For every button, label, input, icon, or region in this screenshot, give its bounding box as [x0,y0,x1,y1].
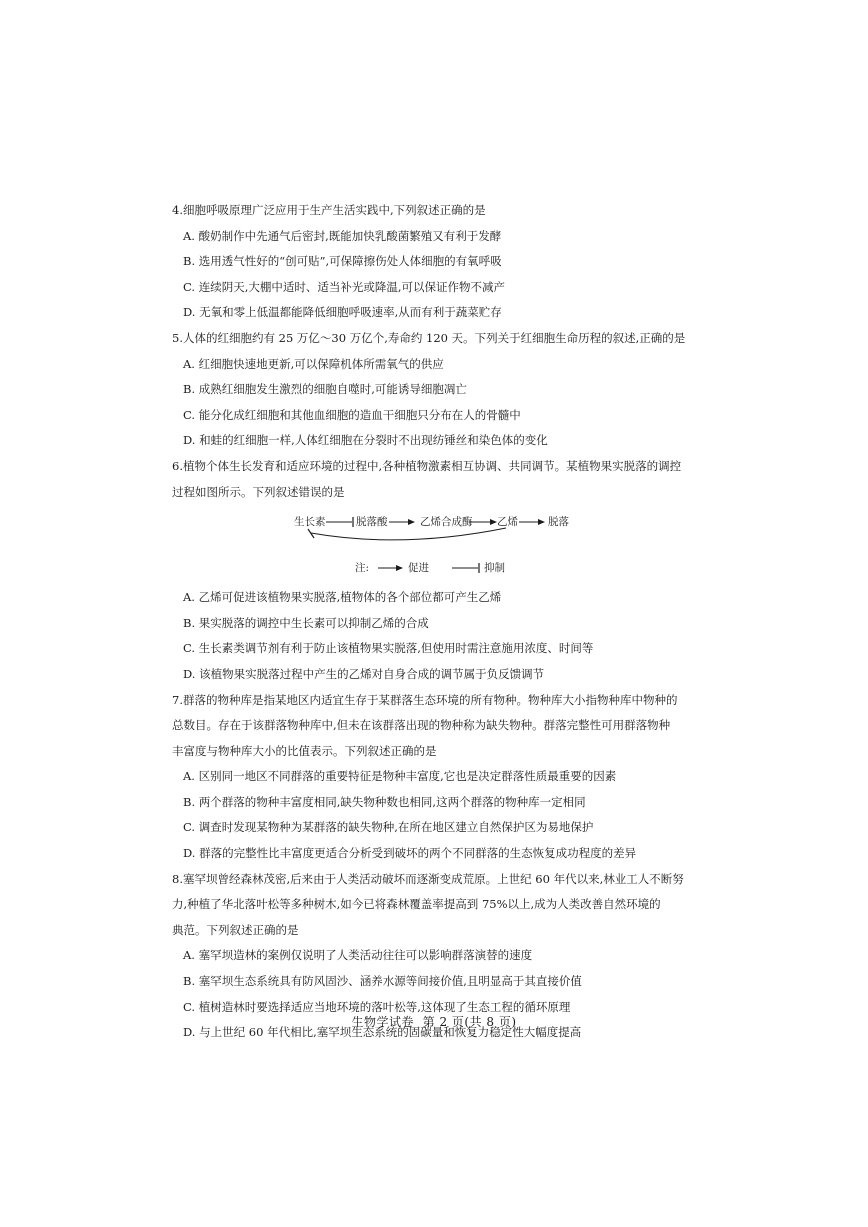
question-4-option-c: C. 连续阴天,大棚中适时、适当补光或降温,可以保证作物不减产 [183,279,506,294]
legend-prefix: 注: [355,562,370,575]
question-8-option-a: A. 塞罕坝造林的案例仅说明了人类活动往往可以影响群落演替的速度 [183,948,533,963]
question-7-stem-line-2: 总数目。存在于该群落物种库中,但未在该群落出现的物种称为缺失物种。群落完整性可用群落物种 [172,718,671,733]
question-7-option-d: D. 群落的完整性比丰富度更适合分析受到破坏的两个不同群落的生态恢复成功程度的差异 [183,846,637,861]
question-7-stem-line-3: 丰富度与物种库大小的比值表示。下列叙述正确的是 [172,743,437,758]
question-8-stem-line-1: 8.塞罕坝曾经森林茂密,后来由于人类活动破坏而逐渐变成荒原。上世纪 60 年代以来,林业工人不断努 [172,871,684,886]
exam-page [172,198,732,1046]
legend-promote-label: 促进 [408,562,429,575]
node-abscisic-acid: 脱落酸 [356,516,388,529]
question-7-option-c: C. 调查时发现某物种为某群落的缺失物种,在所在地区建立自然保护区为易地保护 [183,820,594,835]
question-8-option-c: C. 植树造林时要选择适应当地环境的落叶松等,这体现了生态工程的循环原理 [183,999,571,1014]
node-abscission: 脱落 [548,516,569,529]
node-ethylene: 乙烯 [497,516,518,529]
question-6-stem-line-1: 6.植物个体生长发育和适应环境的过程中,各种植物激素相互协调、共同调节。某植物果实脱落的调控 [172,458,682,473]
page-footer [0,1013,868,1030]
question-6 [172,454,732,688]
question-6-option-c: C. 生长素类调节剂有利于防止该植物果实脱落,但使用时需注意施用浓度、时间等 [183,641,594,656]
question-5-option-a: A. 红细胞快速地更新,可以保障机体所需氧气的供应 [183,356,444,371]
question-6-option-a: A. 乙烯可促进该植物果实脱落,植物体的各个部位都可产生乙烯 [183,590,502,605]
question-8-option-b: B. 塞罕坝生态系统具有防风固沙、涵养水源等间接价值,且明显高于其直接价值 [183,974,582,989]
question-6-option-d: D. 该植物果实脱落过程中产生的乙烯对自身合成的调节属于负反馈调节 [183,666,545,681]
node-auxin: 生长素 [294,516,326,529]
inhibit-curve-ethylene-auxin [311,528,506,540]
legend-inhibit-label: 抑制 [484,562,505,575]
question-8-stem-line-3: 典范。下列叙述正确的是 [172,922,299,937]
question-4-option-b: B. 选用透气性好的“创可贴”,可保障擦伤处人体细胞的有氧呼吸 [183,254,502,269]
question-5-option-c: C. 能分化成红细胞和其他血细胞的造血干细胞只分布在人的骨髓中 [183,407,521,422]
question-4 [172,198,732,326]
question-8-option-d: D. 与上世纪 60 年代相比,塞罕坝生态系统的固碳量和恢复力稳定性大幅度提高 [183,1025,582,1040]
question-4-option-d: D. 无氧和零上低温都能降低细胞呼吸速率,从而有利于蔬菜贮存 [183,305,502,320]
question-5-option-d: D. 和蛙的红细胞一样,人体红细胞在分裂时不出现纺锤丝和染色体的变化 [183,433,548,448]
footer-page-number: 第 2 页(共 8 页) [422,1015,517,1029]
question-5 [172,326,732,454]
question-7 [172,688,732,867]
question-8-stem-line-2: 力,种植了华北落叶松等多种树木,如今已将森林覆盖率提高到 75%以上,成为人类改善自然环境的 [172,897,661,912]
question-4-stem: 4.细胞呼吸原理广泛应用于生产生活实践中,下列叙述正确的是 [172,203,486,217]
question-7-stem-line-1: 7.群落的物种库是指某地区内适宜生存于某群落生态环境的所有物种。物种库大小指物种库中物种的 [172,692,678,707]
question-7-option-a: A. 区别同一地区不同群落的重要特征是物种丰富度,它也是决定群落性质最重要的因素 [183,769,617,784]
footer-subject: 生物学试卷 [351,1015,414,1029]
question-5-option-b: B. 成熟红细胞发生激烈的细胞自噬时,可能诱导细胞凋亡 [183,382,467,397]
hormone-regulation-diagram [172,505,732,585]
node-ethylene-synthase: 乙烯合成酶 [420,516,473,529]
question-6-stem-line-2: 过程如图所示。下列叙述错误的是 [172,484,345,499]
question-6-option-b: B. 果实脱落的调控中生长素可以抑制乙烯的合成 [183,615,429,630]
question-5-stem: 5.人体的红细胞约有 25 万亿～30 万亿个,寿命约 120 天。下列关于红细胞生命历程的叙述,正确的是 [172,330,686,345]
question-7-option-b: B. 两个群落的物种丰富度相同,缺失物种数也相同,这两个群落的物种库一定相同 [183,794,586,809]
question-4-option-a: A. 酸奶制作中先通气后密封,既能加快乳酸菌繁殖又有利于发酵 [183,228,502,243]
